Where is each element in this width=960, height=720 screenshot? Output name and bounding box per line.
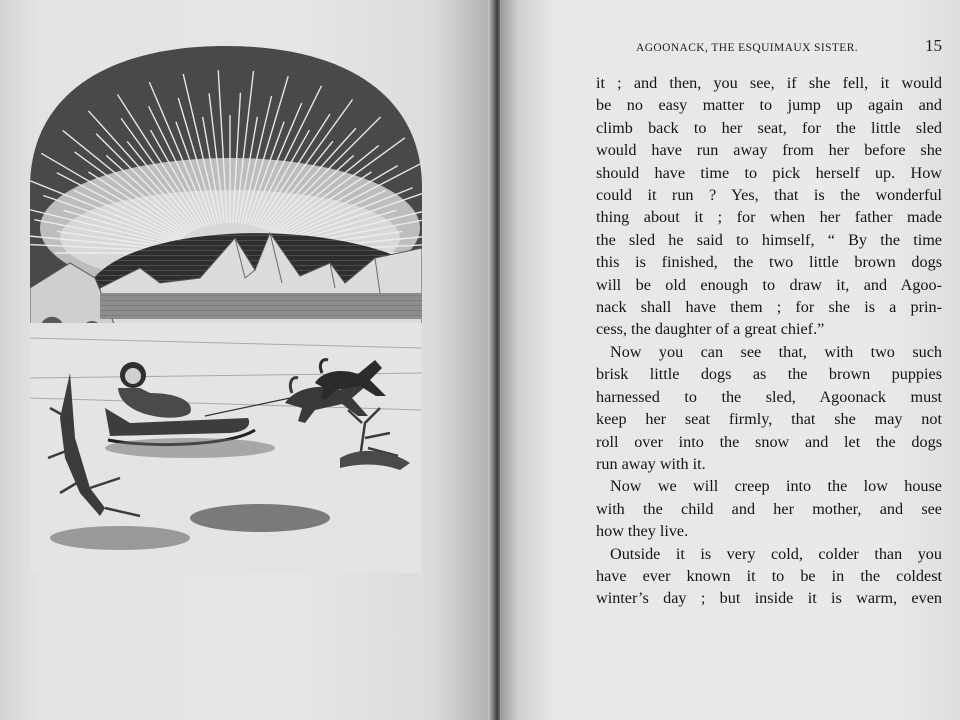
body-text	[596, 72, 942, 610]
text-line: thing about it ; for when her father made	[596, 208, 942, 227]
text-line: Now you can see that, with two such	[610, 342, 942, 361]
text-line: run away with it.	[596, 454, 706, 473]
text-line: harnessed to the sled, Agoonack must	[596, 387, 942, 406]
text-line: be no easy matter to jump up again and	[596, 96, 942, 115]
text-line: how they live.	[596, 522, 689, 541]
text-line: keep her seat firmly, that she may not	[596, 410, 942, 429]
text-line: this is finished, the two little brown dogs	[596, 253, 942, 272]
text-line: with the child and her mother, and see	[596, 499, 942, 518]
engraving-art	[30, 38, 422, 573]
text-line: the sled he said to himself, “ By the time	[596, 230, 942, 249]
text-line: Now we will creep into the low house	[610, 477, 942, 496]
running-title: AGOONACK, THE ESQUIMAUX SISTER.	[636, 42, 859, 54]
text-line: brisk little dogs as the brown puppies	[596, 365, 942, 384]
text-line: it ; and then, you see, if she fell, it would	[596, 74, 942, 92]
text-line: cess, the daughter of a great chief.”	[596, 320, 825, 339]
page-number: 15	[925, 36, 942, 55]
text-line: climb back to her seat, for the little sled	[596, 118, 942, 137]
text-line: nack shall have them ; for she is a prin-	[596, 298, 942, 317]
text-line: winter’s day ; but inside it is warm, even	[596, 589, 942, 608]
text-line: will be old enough to draw it, and Agoo-	[596, 275, 942, 294]
text-line: should have time to pick herself up. How	[596, 163, 942, 182]
text-line: could it run ? Yes, that is the wonderful	[596, 186, 942, 205]
text-line: Outside it is very cold, colder than you	[610, 544, 942, 563]
engraving-illustration	[30, 38, 422, 573]
text-line: roll over into the snow and let the dogs	[596, 432, 942, 451]
text-line: have ever known it to be in the coldest	[596, 566, 942, 585]
text-line: would have run away from her before she	[596, 141, 942, 160]
running-head	[636, 36, 942, 56]
